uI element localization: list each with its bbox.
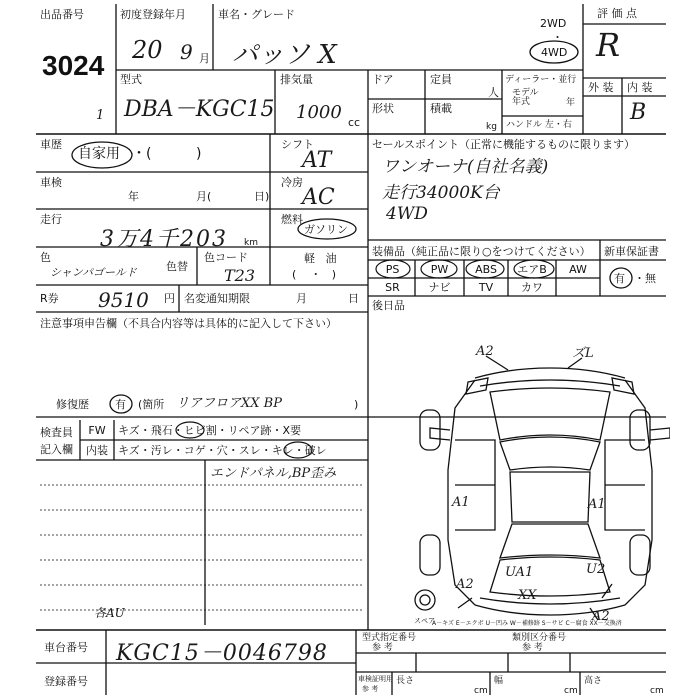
notes-label: 注意事項申告欄（不具合内容等は具体的に記入して下さい） (40, 317, 337, 330)
score-label: 評 価 点 (597, 7, 637, 20)
cert-ref: 参 考 (362, 685, 379, 693)
drive-4wd-circle (528, 38, 580, 66)
name-change-label: 名変通知期限 (184, 292, 250, 305)
equip-airbag: エアB (517, 263, 547, 276)
length-unit: cm (474, 686, 488, 696)
interior-grade: B (630, 100, 647, 125)
equip-ps: PS (385, 263, 400, 276)
lot-label: 出品番号 (40, 8, 84, 21)
equip-aw: AW (569, 263, 587, 276)
mark-u2: U2 (586, 562, 606, 577)
damage-legend: A－キズ E－エクボ U－凹み W－補修跡 S－サビ C－腐食 XX－交換済 (432, 620, 622, 627)
inspector-fw-desc: キズ・飛石・ヒビ割・リペア跡・X要 (118, 424, 302, 437)
reg-month: 9 (180, 40, 193, 64)
handle-label: ハンドル 左・右 (506, 120, 572, 130)
fuel-label: 燃料 (281, 213, 303, 226)
capacity-unit: 人 (488, 86, 499, 99)
category-number-ref: 参 考 (522, 643, 543, 653)
mark-ua1: UA1 (505, 565, 534, 580)
interior-label: 内 装 (627, 81, 653, 94)
warranty-yes: 有 (614, 272, 625, 285)
model-code: DBA－KGC15 (124, 97, 275, 122)
repair-place-label: (箇所 (138, 398, 165, 411)
width-unit: cm (564, 686, 578, 696)
mileage-label: 走行 (40, 213, 62, 226)
score-value: R (596, 26, 621, 64)
color-code: T23 (224, 266, 256, 285)
car-name: パッソ X (232, 40, 337, 70)
history-value: 自家用 (78, 146, 120, 162)
shift-label: シフト (281, 138, 314, 151)
mileage-unit: km (244, 238, 258, 248)
selling-line1: ワンオーナ(自社名義) (382, 157, 549, 177)
reg-year: 20 (132, 36, 163, 64)
registration-label: 登録番号 (44, 675, 88, 688)
displacement-label: 排気量 (280, 73, 313, 86)
inspection-day: 日) (254, 190, 270, 203)
mark-a2-bottom-right: A2 (592, 609, 610, 624)
inspector-label-2: 記入欄 (40, 443, 73, 456)
drive-2wd: 2WD (540, 17, 567, 30)
shape-label: 形状 (372, 102, 394, 115)
color-change-label: 色替 (166, 260, 188, 273)
seat-label: 後日品 (372, 299, 405, 312)
color-value: シャンパゴールド (50, 266, 137, 279)
recycle-value: 9510 (98, 288, 149, 312)
height-label: 高さ (584, 676, 603, 686)
equip-navi: ナビ (428, 281, 451, 294)
exterior-label: 外 装 (588, 81, 614, 94)
equip-tv: TV (478, 281, 494, 294)
class-number-label: 型式指定番号 (362, 633, 417, 643)
history-label: 車歴 (40, 138, 62, 151)
drive-4wd: 4WD (541, 46, 568, 59)
model-year-unit: 年 (566, 98, 576, 108)
aircon-label: 冷房 (281, 176, 303, 189)
fuel-value: ガソリン (304, 223, 348, 236)
name-change-day: 日 (348, 292, 359, 305)
inspector-remark-1: エンドパネル,BP歪み (210, 466, 337, 481)
fuel-paren: ( ・ ) (292, 268, 337, 281)
inspector-inner: 内装 (86, 444, 108, 457)
drive-dot: ・ (552, 31, 563, 44)
equip-pw: PW (430, 263, 449, 276)
cert-label: 車検証明用 (358, 675, 393, 683)
aircon-value: AC (302, 185, 335, 210)
door-label: ドア (372, 73, 394, 86)
color-code-label: 色コード (204, 251, 248, 264)
mark-a2-bottom-left: A2 (456, 577, 474, 592)
mark-dl-top: ズL (572, 346, 594, 361)
car-diagram (400, 330, 670, 630)
spare-label: スペア (414, 617, 435, 625)
mark-a2-top: A2 (476, 344, 494, 359)
inspector-circles (162, 420, 352, 460)
model-label: 型式 (120, 73, 142, 86)
displacement-value: 1000 (296, 102, 342, 123)
name-change-month: 月 (296, 292, 307, 305)
height-unit: cm (650, 686, 664, 696)
equip-circles (372, 258, 602, 280)
repair-close: ) (354, 398, 359, 411)
reg-unit: 月 (199, 52, 210, 65)
selling-line3: 4WD (386, 204, 428, 224)
mileage-value: 3万4千203 (100, 227, 228, 252)
load-label: 積載 (430, 102, 452, 115)
displacement-unit: cc (348, 116, 361, 129)
selling-label: セールスポイント（正常に機能するものに限ります） (372, 138, 636, 151)
mark-xx: XX (518, 588, 537, 603)
history-paren: ・( ) (132, 146, 202, 162)
mark-one: 1 (96, 108, 105, 123)
mark-a1-left: A1 (452, 495, 470, 510)
model-year-label: モデル 年式 (512, 88, 539, 107)
repair-label: 修復歴 (56, 398, 89, 411)
inspector-inner-desc: キズ・汚レ・コゲ・穴・スレ・キレ・破レ (118, 444, 327, 457)
load-unit: kg (486, 122, 497, 132)
fuel-diesel: 軽 油 (304, 252, 337, 265)
inspector-fw: FW (88, 424, 106, 437)
mark-a1-right: A1 (588, 497, 606, 512)
inspection-year: 年 (128, 190, 139, 203)
repair-value: 有 (115, 398, 126, 411)
lot-number: 3024 (42, 50, 105, 81)
capacity-label: 定員 (430, 73, 452, 86)
reg-label: 初度登録年月 (120, 8, 186, 21)
class-number-ref: 参 考 (372, 643, 393, 653)
shift-value: AT (302, 148, 332, 173)
equip-abs: ABS (475, 263, 497, 276)
category-number-label: 類別区分番号 (512, 633, 567, 643)
chassis-value: KGC15－0046798 (116, 641, 328, 666)
width-label: 幅 (494, 676, 504, 686)
name-label: 車名・グレード (218, 8, 295, 21)
warranty-no: ・無 (634, 272, 656, 285)
repair-place: リアフロアXX BP (176, 396, 282, 411)
dealer-label: ディーラー・並行 (505, 75, 577, 85)
inspection-label: 車検 (40, 176, 62, 189)
recycle-unit: 円 (164, 292, 175, 305)
color-label: 色 (40, 251, 51, 264)
equip-leather: カワ (521, 281, 543, 294)
equipment-label: 装備品（純正品に限り○をつけてください） (372, 245, 591, 258)
inspector-remark-2: 各AU (94, 606, 125, 620)
recycle-label: R券 (40, 292, 59, 305)
chassis-label: 車台番号 (44, 641, 88, 654)
inspector-label-1: 検査員 (40, 426, 73, 439)
equip-sr: SR (385, 281, 400, 294)
length-label: 長さ (396, 676, 415, 686)
selling-line2: 走行34000K台 (382, 183, 500, 203)
inspection-month: 月( (196, 190, 212, 203)
warranty-label: 新車保証書 (604, 245, 659, 258)
